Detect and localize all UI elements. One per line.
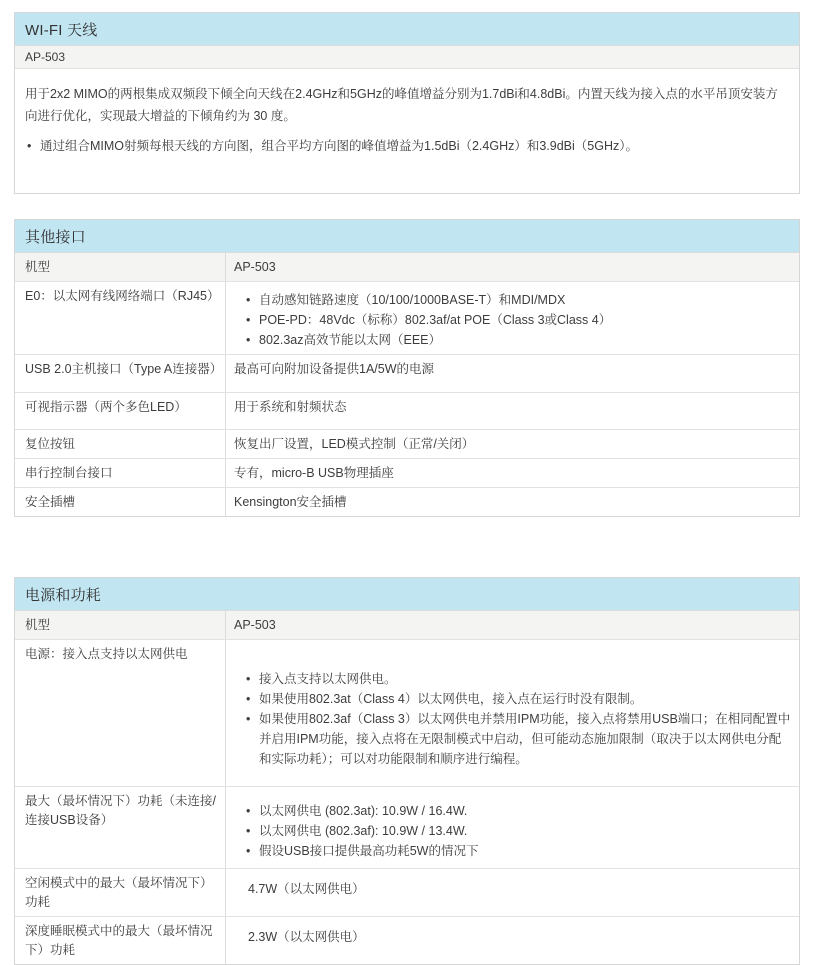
spec-bullet-list	[234, 801, 791, 861]
bullet-item: • 如果使用802.3at（Class 4）以太网供电，接入点在运行时没有限制。	[246, 689, 791, 709]
spec-bullet-list	[234, 669, 791, 769]
table-row-reset-button	[15, 430, 799, 459]
spec-label: 安全插槽	[15, 488, 226, 516]
table-row-visual-indicators	[15, 393, 799, 430]
spec-value: AP-503	[234, 260, 276, 274]
spec-label: 深度睡眠模式中的最大（最坏情况下）功耗	[15, 917, 226, 964]
table-row-security-slot	[15, 488, 799, 516]
table-row-idle-power	[15, 869, 799, 917]
spec-label: 机型	[15, 253, 226, 281]
section-header-other-interfaces	[15, 220, 799, 253]
section-title: 其他接口	[25, 228, 86, 246]
spec-label: 串行控制台接口	[15, 459, 226, 487]
bullet-item: • 以太网供电 (802.3at): 10.9W / 16.4W.	[246, 801, 791, 821]
section-header-wifi-antenna	[15, 13, 799, 46]
spec-value	[226, 640, 799, 786]
spec-value: AP-503	[234, 618, 276, 632]
bullet-item: • 假设USB接口提供最高功耗5W的情况下	[246, 841, 791, 861]
table-row-model	[15, 253, 799, 282]
section-power-consumption	[14, 577, 800, 965]
spec-value: 最高可向附加设备提供1A/5W的电源	[234, 362, 435, 376]
bullet-item: • 如果使用802.3af（Class 3）以太网供电并禁用IPM功能，接入点将禁用USB端口；在相同配置中并启用IPM功能，接入点将在无限制模式中启动，但可能动态施加限制（取决于以太网供电分配和实际功耗）；可以对功能限制和顺序进行编程。	[246, 709, 791, 769]
spec-bullet-list	[234, 290, 791, 350]
bullet-item: • 以太网供电 (802.3af): 10.9W / 13.4W.	[246, 821, 791, 841]
spec-label: 最大（最坏情况下）功耗（未连接/连接USB设备）	[15, 787, 226, 868]
table-row-serial-console	[15, 459, 799, 488]
table-row-usb-port	[15, 355, 799, 393]
spec-value: 用于系统和射频状态	[234, 400, 347, 414]
spec-value: 恢复出厂设置，LED模式控制（正常/关闭）	[234, 437, 475, 451]
spec-value: 4.7W（以太网供电）	[248, 882, 365, 896]
spec-value	[226, 787, 799, 868]
section-title: WI-FI 天线	[25, 21, 98, 39]
spec-label: 复位按钮	[15, 430, 226, 458]
spec-label: 可视指示器（两个多色LED）	[15, 393, 226, 429]
spec-label: USB 2.0主机接口（Type A连接器）	[15, 355, 226, 392]
antenna-description-body	[15, 69, 799, 193]
spec-label: 电源：接入点支持以太网供电	[15, 640, 226, 786]
bullet-item: • 802.3az高效节能以太网（EEE）	[246, 330, 791, 350]
table-row-ethernet-port	[15, 282, 799, 355]
table-row-power-source	[15, 640, 799, 787]
section-other-interfaces	[14, 219, 800, 517]
spec-value: 专有，micro-B USB物理插座	[234, 466, 394, 480]
table-row-model	[15, 611, 799, 640]
section-header-power-consumption	[15, 578, 799, 611]
antenna-bullet-list	[25, 135, 787, 157]
antenna-paragraph: 用于2x2 MIMO的两根集成双频段下倾全向天线在2.4GHz和5GHz的峰值增益分别为1.7dBi和4.8dBi。内置天线为接入点的水平吊顶安装方向进行优化，实现最大增益的下倾角约为 30 度。	[25, 87, 778, 123]
spec-value: 2.3W（以太网供电）	[248, 930, 365, 944]
spec-value	[226, 282, 799, 354]
bullet-item: • 接入点支持以太网供电。	[246, 669, 791, 689]
model-label: AP-503	[15, 46, 799, 69]
bullet-item: • 自动感知链路速度（10/100/1000BASE-T）和MDI/MDX	[246, 290, 791, 310]
section-title: 电源和功耗	[25, 586, 102, 604]
spec-value: Kensington安全插槽	[234, 495, 347, 509]
spec-label: E0：以太网有线网络端口（RJ45）	[15, 282, 226, 354]
table-row-deep-sleep-power	[15, 917, 799, 964]
section-wifi-antenna	[14, 12, 800, 194]
table-row-max-power	[15, 787, 799, 869]
spec-label: 空闲模式中的最大（最坏情况下）功耗	[15, 869, 226, 916]
spec-label: 机型	[15, 611, 226, 639]
bullet-item: • POE-PD：48Vdc（标称）802.3af/at POE（Class 3或Class 4）	[246, 310, 791, 330]
bullet-item: • 通过组合MIMO射频每根天线的方向图，组合平均方向图的峰值增益为1.5dBi（2.4GHz）和3.9dBi（5GHz）。	[27, 135, 787, 157]
